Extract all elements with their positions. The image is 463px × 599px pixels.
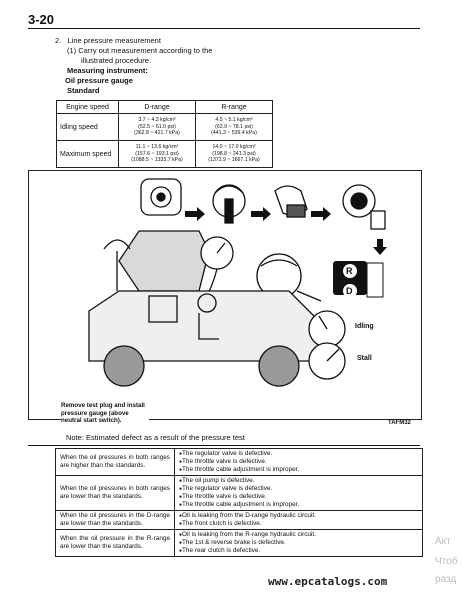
- table-row: [56, 511, 423, 530]
- watermark-link[interactable]: www.epcatalogs.com: [268, 575, 388, 588]
- figure-code: TAFM32: [388, 420, 411, 426]
- cause-item: ● The throttle cable adjustment is improper.: [179, 501, 418, 509]
- callout-text: Remove test plug and install pressure gauge (above neutral start switch).: [61, 402, 149, 425]
- switch-sketch: [343, 185, 385, 229]
- step-item-1-cont: illustrated procedure.: [81, 56, 152, 65]
- defect-table: [55, 448, 423, 557]
- condition-cell: When the oil pressures in both ranges are lower than the standards.: [56, 476, 175, 511]
- idling-gauge-sketch: [309, 311, 345, 347]
- step-number: 2.: [55, 36, 62, 45]
- idling-label: Idling: [355, 323, 374, 330]
- step-title: [55, 36, 212, 46]
- value-kg: 11.1 ~ 13.6 kg/cm²: [135, 144, 179, 151]
- side-text: Чтоб: [435, 556, 458, 567]
- cause-item: ● The 1st & reverse brake is defective.: [179, 539, 418, 547]
- illustration-drawing: [29, 171, 421, 419]
- value-kpa: (362.8 ~ 421.7 kPa): [134, 130, 180, 137]
- value-kpa: (1372.9 ~ 1667.1 kPa): [208, 157, 260, 164]
- cause-item: ● Oil is leaking from the R-range hydraulic circuit.: [179, 531, 418, 539]
- col-engine-speed: Engine speed: [57, 101, 119, 114]
- cause-item: ● The throttle valve is defective.: [179, 458, 418, 466]
- shift-d-label: D: [346, 286, 353, 296]
- table-row: [56, 449, 423, 476]
- fitting-sketch: [275, 186, 307, 217]
- table-row: [57, 141, 273, 168]
- cause-item: ● The front clutch is defective.: [179, 520, 418, 528]
- table-row: [56, 476, 423, 511]
- table-row: [56, 530, 423, 557]
- cause-item: ● The regulator valve is defective.: [179, 485, 418, 493]
- cause-item: ● The oil pump is defective.: [179, 477, 418, 485]
- causes-cell: [175, 511, 423, 530]
- value-psi: (157.6 ~ 193.1 psi): [135, 150, 179, 157]
- stall-gauge-sketch: [309, 343, 345, 379]
- causes-cell: [175, 476, 423, 511]
- procedure-step: [55, 36, 212, 96]
- cause-item: ● The throttle valve is defective.: [179, 493, 418, 501]
- col-d-range: D-range: [119, 101, 196, 114]
- page-number: 3-20: [28, 12, 55, 27]
- cause-item: ● The throttle cable adjustment is improper.: [179, 466, 418, 474]
- condition-cell: When the oil pressure in the R-range are lower than the standards.: [56, 530, 175, 557]
- plug-removal-sketch: [141, 179, 181, 215]
- standard-table: [56, 100, 273, 168]
- step-title-text: Line pressure measurement: [67, 36, 161, 45]
- value-psi: (52.5 ~ 61.0 psi): [138, 123, 176, 130]
- value-kg: 3.7 ~ 4.3 kg/cm²: [138, 117, 176, 124]
- causes-cell: [175, 449, 423, 476]
- side-text: разд: [435, 574, 457, 585]
- down-arrow-icon: [373, 239, 387, 255]
- value-kpa: (1088.5 ~ 1333.7 kPa): [131, 157, 183, 164]
- arrow-icon: [311, 207, 331, 221]
- table-row: [57, 114, 273, 141]
- value-kg: 4.5 ~ 5.1 kg/cm²: [215, 117, 253, 124]
- causes-cell: [175, 530, 423, 557]
- header-rule: [28, 28, 420, 29]
- instrument-heading: Measuring instrument:: [67, 66, 148, 75]
- stall-label: Stall: [357, 355, 372, 362]
- shift-indicator: [333, 261, 383, 298]
- value-kpa: (441.3 ~ 539.4 kPa): [211, 130, 257, 137]
- instrument-name: Oil pressure gauge: [65, 76, 133, 85]
- arrow-icon: [251, 207, 271, 221]
- value-psi: (198.8 ~ 241.3 psi): [212, 150, 256, 157]
- step-item-1: (1) Carry out measurement according to the: [67, 46, 213, 55]
- col-r-range: R-range: [196, 101, 273, 114]
- standard-heading: Standard: [67, 86, 100, 95]
- value-kg: 14.0 ~ 17.0 kg/cm²: [212, 144, 256, 151]
- row-label: Maximum speed: [57, 141, 119, 168]
- cause-item: ● The regulator valve is defective.: [179, 450, 418, 458]
- condition-cell: When the oil pressures in the D-range are lower than the standards.: [56, 511, 175, 530]
- condition-cell: When the oil pressures in both ranges are higher than the standards.: [56, 449, 175, 476]
- d-range-value: [119, 114, 196, 141]
- r-range-value: [196, 141, 273, 168]
- r-range-value: [196, 114, 273, 141]
- wrench-sketch: [213, 185, 245, 223]
- value-psi: (63.9 ~ 78.1 psi): [215, 123, 253, 130]
- cause-item: ● The rear clutch is defective.: [179, 547, 418, 555]
- note-heading: Note: Estimated defect as a result of the pressure test: [66, 433, 245, 442]
- row-label: Idling speed: [57, 114, 119, 141]
- arrow-icon: [185, 207, 205, 221]
- note-rule: [28, 445, 420, 446]
- side-text: Акт: [435, 536, 451, 547]
- shift-r-label: R: [346, 266, 353, 276]
- cause-item: ● Oil is leaking from the D-range hydraulic circuit.: [179, 512, 418, 520]
- standard-table-header: [57, 101, 273, 114]
- d-range-value: [119, 141, 196, 168]
